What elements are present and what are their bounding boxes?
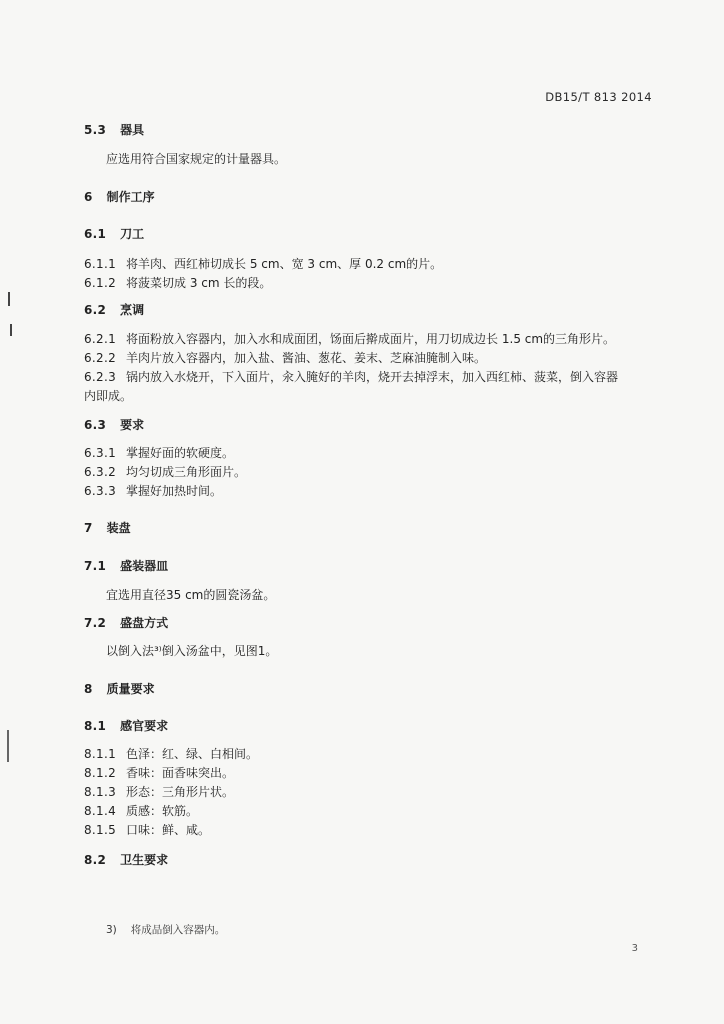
section-8-heading: 8 质量要求 [84,682,155,696]
scan-artifact-mark [7,730,9,762]
section-8-1-heading: 8.1 感官要求 [84,719,169,733]
section-7-1-body: 宜选用直径35 cm的圆瓷汤盆。 [106,588,276,602]
clause-6-1-1: 6.1.1 将羊肉、西红柿切成长 5 cm、宽 3 cm、厚 0.2 cm的片。 [84,257,443,271]
section-7-1-heading: 7.1 盛装器皿 [84,559,169,573]
section-6-2-heading: 6.2 烹调 [84,303,145,317]
clause-6-2-1: 6.2.1 将面粉放入容器内，加入水和成面团，饧面后擀成面片，用刀切成边长 1.5 cm的三角形片。 [84,332,616,346]
clause-6-2-3: 6.2.3 锅内放入水烧开，下入面片，汆入腌好的羊肉，烧开去掉浮末，加入西红柿、菠菜，倒入容器 [84,370,619,384]
clause-6-2-3-continuation: 内即成。 [84,389,133,403]
clause-6-3-2: 6.3.2 均匀切成三角形面片。 [84,465,247,479]
clause-8-1-1: 8.1.1 色泽：红、绿、白相间。 [84,747,259,761]
clause-8-1-5: 8.1.5 口味：鲜、咸。 [84,823,211,837]
clause-6-3-1: 6.3.1 掌握好面的软硬度。 [84,446,235,460]
clause-6-3-3: 6.3.3 掌握好加热时间。 [84,484,223,498]
clause-8-1-2: 8.1.2 香味：面香味突出。 [84,766,235,780]
clause-6-1-2: 6.1.2 将菠菜切成 3 cm 长的段。 [84,276,272,290]
section-8-2-heading: 8.2 卫生要求 [84,853,169,867]
section-5-3-body: 应选用符合国家规定的计量器具。 [106,152,287,166]
document-code: DB15/T 813 2014 [545,90,652,104]
section-5-3-heading: 5.3 器具 [84,123,145,137]
clause-8-1-3: 8.1.3 形态：三角形片状。 [84,785,235,799]
section-6-3-heading: 6.3 要求 [84,418,145,432]
section-6-1-heading: 6.1 刀工 [84,227,145,241]
section-7-heading: 7 装盘 [84,521,131,535]
clause-8-1-4: 8.1.4 质感：软筋。 [84,804,199,818]
scan-artifact-mark [8,292,10,306]
scan-artifact-mark [10,324,12,336]
footnote-text: 将成品倒入容器内。 [130,924,226,936]
section-7-2-body: 以倒入法³⁾倒入汤盆中，见图1。 [106,644,278,658]
footnote-marker: 3) [106,924,117,936]
clause-6-2-2: 6.2.2 羊肉片放入容器内，加入盐、酱油、葱花、姜末、芝麻油腌制入味。 [84,351,487,365]
footnote [106,922,225,937]
section-7-2-heading: 7.2 盛盘方式 [84,616,169,630]
section-6-heading: 6 制作工序 [84,190,155,204]
page-number: 3 [631,943,638,954]
